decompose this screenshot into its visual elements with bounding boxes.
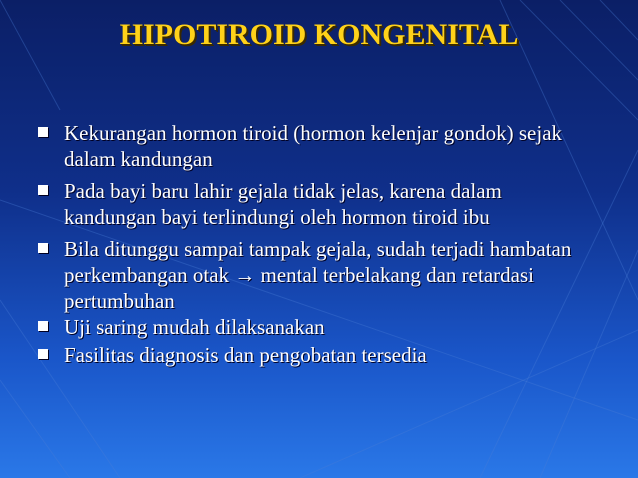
square-bullet-icon (38, 349, 48, 359)
bullet-item (38, 236, 598, 314)
bullet-item (38, 120, 598, 172)
bullet-item (38, 342, 598, 368)
bullet-text: Bila ditunggu sampai tampak gejala, sudah terjadi hambatan perkembangan otak → mental terbelakang dan retardasi pertumbuhan (64, 237, 572, 313)
bullet-text: Kekurangan hormon tiroid (hormon kelenjar gondok) sejak dalam kandungan (64, 121, 563, 171)
square-bullet-icon (38, 321, 48, 331)
bullet-text: Fasilitas diagnosis dan pengobatan tersedia (64, 343, 427, 367)
square-bullet-icon (38, 127, 48, 137)
bullet-item (38, 178, 598, 230)
bullet-text: Pada bayi baru lahir gejala tidak jelas, karena dalam kandungan bayi terlindungi oleh hormon tiroid ibu (64, 179, 502, 229)
square-bullet-icon (38, 185, 48, 195)
bullet-item (38, 314, 598, 340)
slide-title: HIPOTIROID KONGENITAL (119, 18, 519, 51)
bullet-text: Uji saring mudah dilaksanakan (64, 315, 325, 339)
square-bullet-icon (38, 243, 48, 253)
bullet-list (38, 120, 598, 370)
